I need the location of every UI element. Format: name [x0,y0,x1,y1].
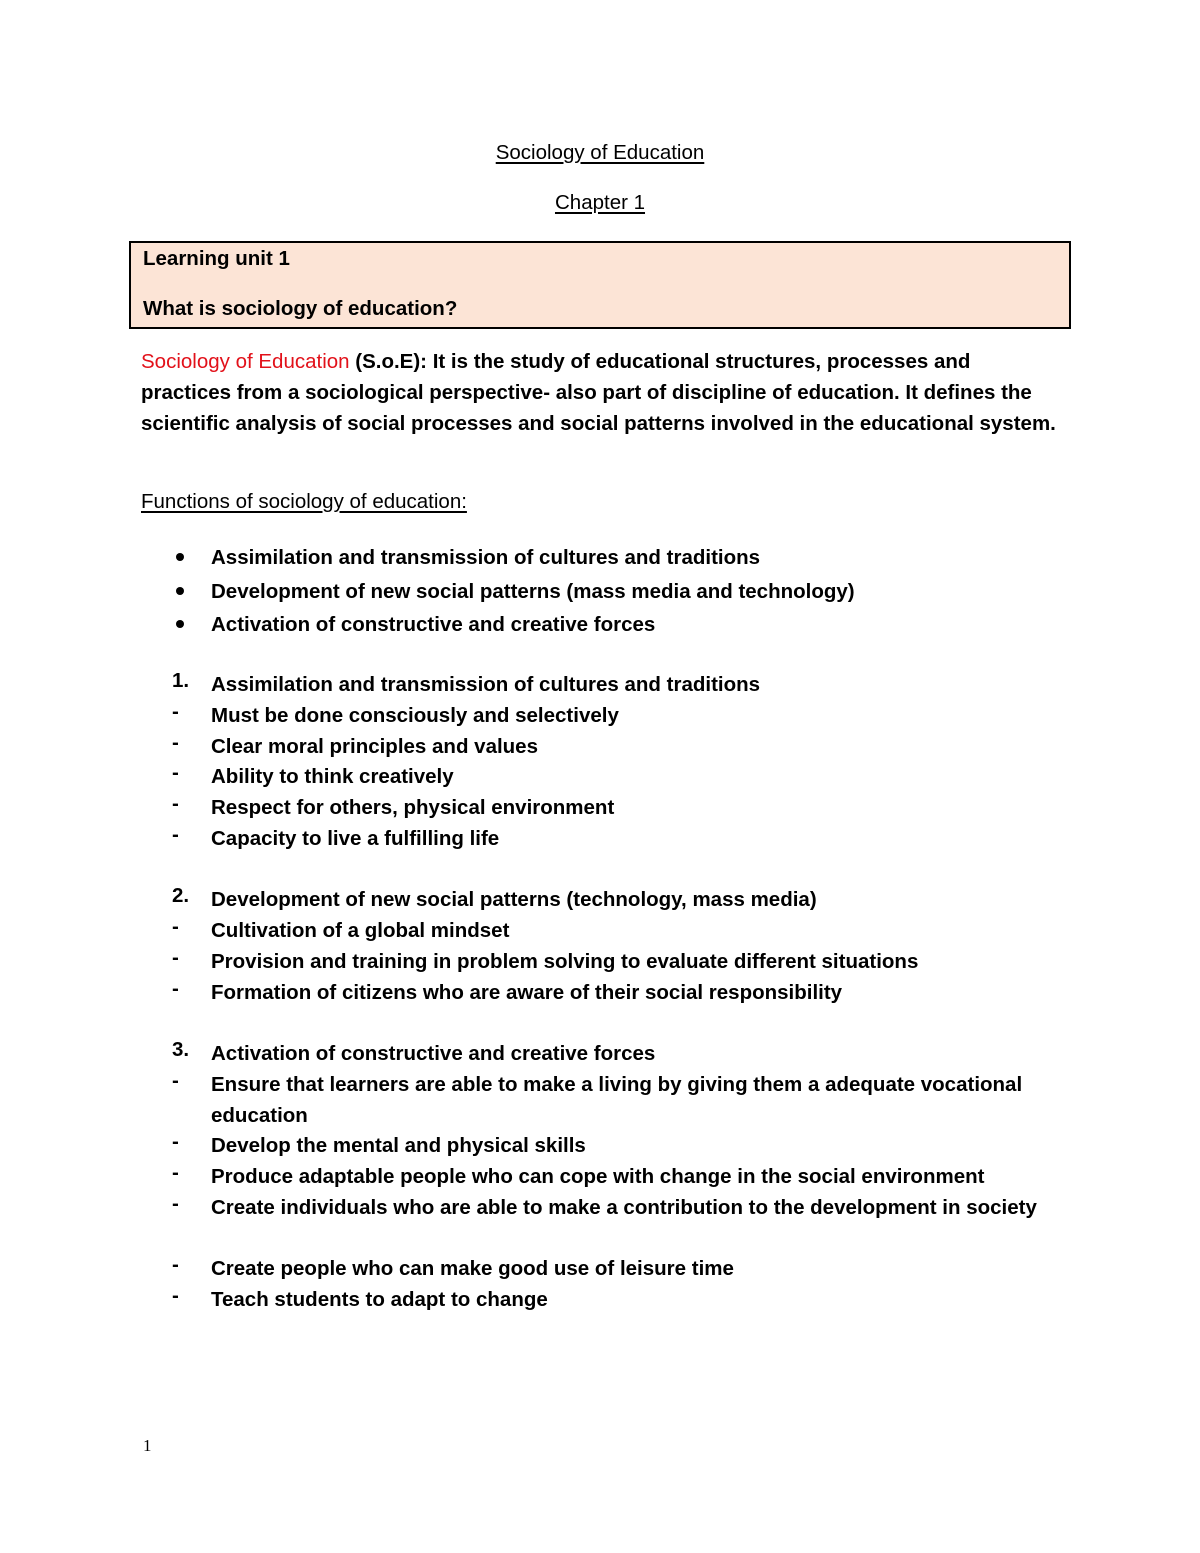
dash-marker: - [172,915,179,938]
list-item-text: Capacity to live a fulfilling life [211,827,500,850]
bullet-text: Activation of constructive and creative forces [211,613,656,636]
section-number: 2. [172,884,190,907]
definition-paragraph [141,346,1061,439]
learning-unit-box [129,241,1071,329]
section-title: Assimilation and transmission of cultures and traditions [211,673,761,696]
dash-marker: - [172,1253,179,1276]
section-number: 3. [172,1038,190,1061]
list-item-text: Teach students to adapt to change [211,1288,548,1311]
document-title: Sociology of Education [495,141,705,164]
page-number: 1 [143,1436,152,1455]
bullet-dot-icon [176,620,184,628]
section-title: Activation of constructive and creative forces [211,1042,656,1065]
dash-marker: - [172,823,179,846]
dash-marker: - [172,700,179,723]
list-item-text: Ability to think creatively [211,765,454,788]
bullet-dot-icon [176,587,184,595]
dash-marker: - [172,946,179,969]
learning-unit-question: What is sociology of education? [143,297,458,320]
list-item-text: Respect for others, physical environment [211,796,615,819]
list-item-text: Formation of citizens who are aware of their social responsibility [211,981,843,1004]
list-item-text: Produce adaptable people who can cope with change in the social environment [211,1165,985,1188]
list-item-text: Clear moral principles and values [211,735,538,758]
dash-marker: - [172,1161,179,1184]
list-item-text: Ensure that learners are able to make a living by giving them a adequate vocational education [211,1073,1023,1127]
bullet-text: Development of new social patterns (mass media and technology) [211,580,855,603]
list-item-text: Provision and training in problem solving to evaluate different situations [211,950,919,973]
dash-marker: - [172,1069,179,1092]
dash-marker: - [172,1192,179,1215]
list-item-text: Create people who can make good use of leisure time [211,1257,734,1280]
bullet-dot-icon [176,553,184,561]
dash-marker: - [172,792,179,815]
section-number: 1. [172,669,190,692]
list-item-text: Must be done consciously and selectively [211,704,619,727]
bullet-text: Assimilation and transmission of cultures and traditions [211,546,761,569]
learning-unit-label: Learning unit 1 [143,247,290,270]
list-item-text: Create individuals who are able to make a contribution to the development in society [211,1196,1037,1219]
list-item-text: Develop the mental and physical skills [211,1134,586,1157]
definition-text: (S.o.E): It is the study of educational structures, processes and practices from a sociological perspective- also part of discipline of education. It defines the scientific analysis of social processes and social patterns involved in the educational system. [141,350,1056,435]
chapter-heading: Chapter 1 [554,191,646,214]
dash-marker: - [172,731,179,754]
dash-marker: - [172,1130,179,1153]
section-title: Development of new social patterns (technology, mass media) [211,888,817,911]
functions-heading: Functions of sociology of education: [141,490,467,513]
dash-marker: - [172,761,179,784]
definition-term: Sociology of Education [141,350,350,373]
dash-marker: - [172,977,179,1000]
dash-marker: - [172,1284,179,1307]
list-item-text: Cultivation of a global mindset [211,919,510,942]
